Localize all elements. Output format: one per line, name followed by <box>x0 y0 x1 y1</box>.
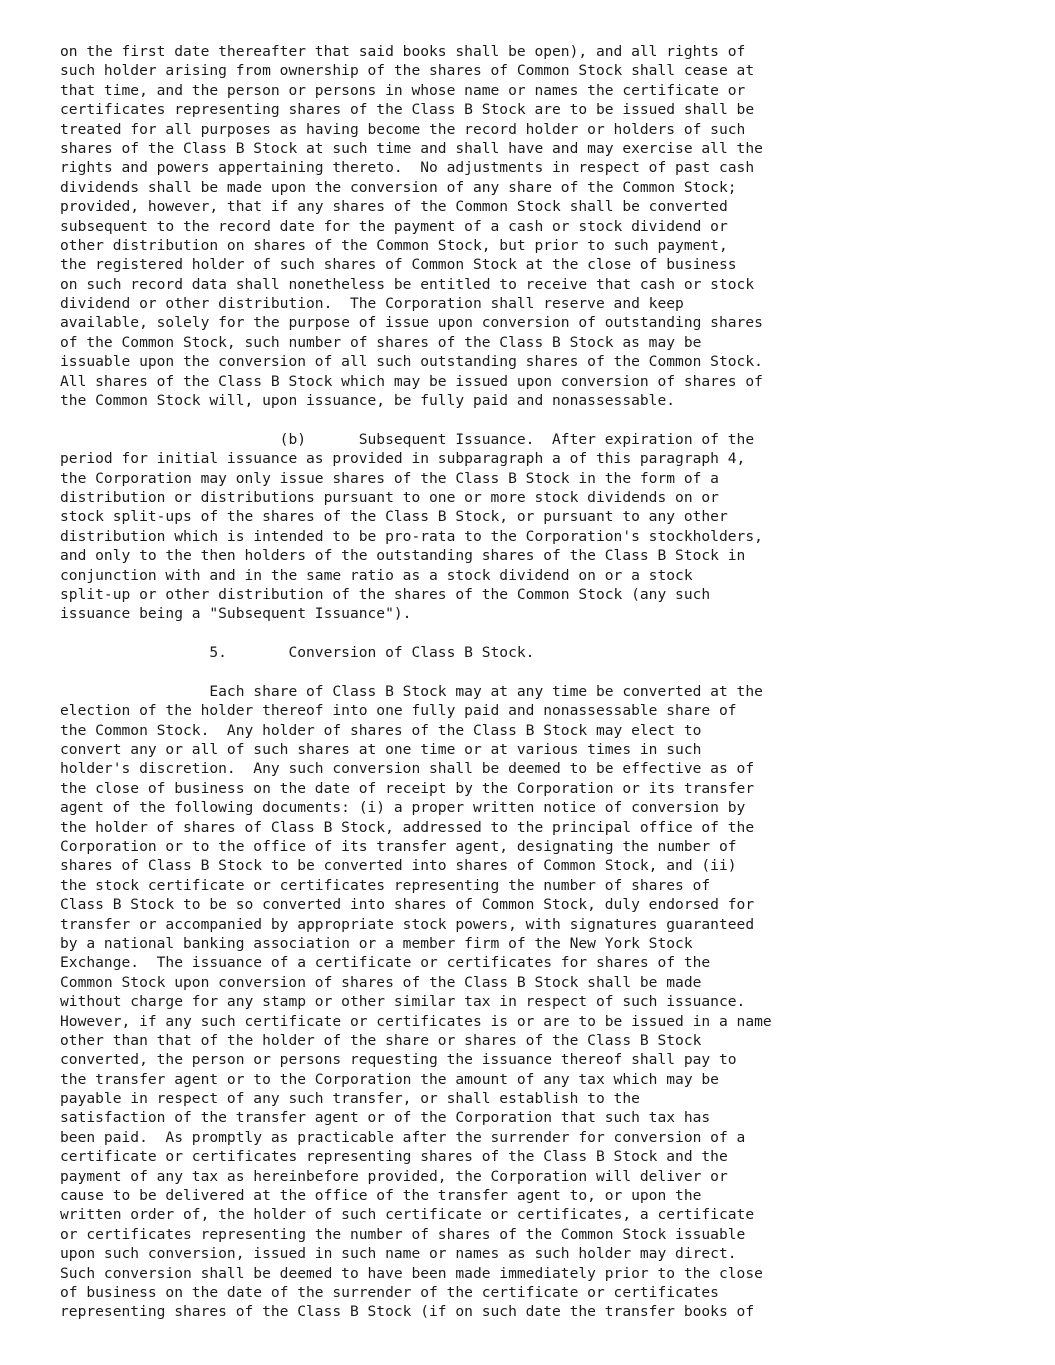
text-line: the holder of shares of Class B Stock, addressed to the principal office of the <box>60 818 755 836</box>
text-line: satisfaction of the transfer agent or of the Corporation that such tax has <box>60 1109 711 1127</box>
text-line: dividends shall be made upon the conversion of any share of the Common Stock; <box>60 178 737 196</box>
text-line: the registered holder of such shares of Common Stock at the close of business <box>60 256 737 274</box>
text-line: cause to be delivered at the office of the transfer agent to, or upon the <box>60 1187 702 1205</box>
text-line: of business on the date of the surrender of the certificate or certificates <box>60 1284 719 1301</box>
text-line: other distribution on shares of the Common Stock, but prior to such payment, <box>60 236 728 254</box>
text-line: been paid. As promptly as practicable after the surrender for conversion of a <box>60 1128 746 1146</box>
text-line: payable in respect of any such transfer, or shall establish to the <box>60 1090 640 1108</box>
text-line: and only to the then holders of the outstanding shares of the Class B Stock in <box>60 547 746 565</box>
text-line: shares of Class B Stock to be converted into shares of Common Stock, and (ii) <box>60 857 737 875</box>
text-line: issuable upon the conversion of all such outstanding shares of the Common Stock. <box>60 353 763 371</box>
text-line: rights and powers appertaining thereto. No adjustments in respect of past cash <box>60 159 755 177</box>
text-line: that time, and the person or persons in whose name or names the certificate or <box>60 81 746 99</box>
text-line: stock split-ups of the shares of the Class B Stock, or pursuant to any other <box>60 508 728 526</box>
text-line: agent of the following documents: (i) a proper written notice of conversion by <box>60 799 746 817</box>
text-line: Exchange. The issuance of a certificate or certificates for shares of the <box>60 954 711 972</box>
text-line: other than that of the holder of the share or shares of the Class B Stock <box>60 1031 702 1049</box>
document-page <box>60 42 1020 1322</box>
section-5-heading <box>60 643 1020 662</box>
text-line: Common Stock upon conversion of shares of the Class B Stock shall be made <box>60 973 702 991</box>
text-line: All shares of the Class B Stock which may be issued upon conversion of shares of <box>60 372 763 390</box>
text-line: representing shares of the Class B Stock (if on such date the transfer books of <box>60 1303 755 1321</box>
paragraph-subsequent-issuance <box>60 430 1020 624</box>
text-line: payment of any tax as hereinbefore provided, the Corporation will deliver or <box>60 1167 728 1185</box>
text-line: converted, the person or persons requesting the issuance thereof shall pay to <box>60 1051 737 1069</box>
text-line: by a national banking association or a member firm of the New York Stock <box>60 934 693 952</box>
text-line: holder's discretion. Any such conversion shall be deemed to be effective as of <box>60 760 755 778</box>
text-line: distribution which is intended to be pro-rata to the Corporation's stockholders, <box>60 527 763 545</box>
text-line: the Corporation may only issue shares of the Class B Stock in the form of a <box>60 469 719 487</box>
text-line: (b) Subsequent Issuance. After expiration of the <box>60 430 755 448</box>
text-line: split-up or other distribution of the shares of the Common Stock (any such <box>60 585 711 603</box>
text-line: transfer or accompanied by appropriate stock powers, with signatures guaranteed <box>60 915 755 933</box>
text-line: the close of business on the date of receipt by the Corporation or its transfer <box>60 779 755 797</box>
text-line: written order of, the holder of such certificate or certificates, a certificate <box>60 1206 755 1224</box>
paragraph-gap <box>60 624 1020 643</box>
text-line: conjunction with and in the same ratio as a stock dividend on or a stock <box>60 566 693 584</box>
text-line: such holder arising from ownership of the shares of Common Stock shall cease at <box>60 62 755 80</box>
text-line: upon such conversion, issued in such name or names as such holder may direct. <box>60 1245 737 1263</box>
text-line: Corporation or to the office of its transfer agent, designating the number of <box>60 838 737 856</box>
paragraph-gap <box>60 410 1020 429</box>
text-line: the stock certificate or certificates representing the number of shares of <box>60 876 711 894</box>
text-line: provided, however, that if any shares of the Common Stock shall be converted <box>60 198 728 216</box>
text-line: the transfer agent or to the Corporation the amount of any tax which may be <box>60 1070 719 1088</box>
text-line: shares of the Class B Stock at such time and shall have and may exercise all the <box>60 139 763 157</box>
paragraph-gap <box>60 663 1020 682</box>
text-line: convert any or all of such shares at one time or at various times in such <box>60 741 702 759</box>
text-line: subsequent to the record date for the payment of a cash or stock dividend or <box>60 217 728 235</box>
text-line: the Common Stock. Any holder of shares of the Class B Stock may elect to <box>60 721 702 739</box>
text-line: dividend or other distribution. The Corporation shall reserve and keep <box>60 295 684 313</box>
text-line: 5. Conversion of Class B Stock. <box>60 644 535 662</box>
text-line: on the first date thereafter that said books shall be open), and all rights of <box>60 43 746 60</box>
text-line: period for initial issuance as provided in subparagraph a of this paragraph 4, <box>60 450 746 468</box>
text-line: available, solely for the purpose of issue upon conversion of outstanding shares <box>60 314 763 332</box>
text-line: certificates representing shares of the Class B Stock are to be issued shall be <box>60 101 755 119</box>
text-line: issuance being a "Subsequent Issuance"). <box>60 605 412 623</box>
text-line: or certificates representing the number of shares of the Common Stock issuable <box>60 1225 746 1243</box>
text-line: Class B Stock to be so converted into shares of Common Stock, duly endorsed for <box>60 896 755 914</box>
text-line: Such conversion shall be deemed to have been made immediately prior to the close <box>60 1264 763 1282</box>
text-line: election of the holder thereof into one fully paid and nonassessable share of <box>60 702 737 720</box>
paragraph-section-5-body <box>60 682 1020 1322</box>
text-line: treated for all purposes as having become the record holder or holders of such <box>60 120 746 138</box>
text-line: the Common Stock will, upon issuance, be fully paid and nonassessable. <box>60 392 676 410</box>
paragraph-carryover <box>60 42 1020 410</box>
text-line: without charge for any stamp or other similar tax in respect of such issuance. <box>60 993 746 1011</box>
text-line: of the Common Stock, such number of shares of the Class B Stock as may be <box>60 333 702 351</box>
text-line: Each share of Class B Stock may at any time be converted at the <box>60 682 763 700</box>
text-line: However, if any such certificate or certificates is or are to be issued in a name <box>60 1012 772 1030</box>
text-line: distribution or distributions pursuant to one or more stock dividends on or <box>60 488 719 506</box>
text-line: on such record data shall nonetheless be entitled to receive that cash or stock <box>60 275 755 293</box>
text-line: certificate or certificates representing shares of the Class B Stock and the <box>60 1148 728 1166</box>
